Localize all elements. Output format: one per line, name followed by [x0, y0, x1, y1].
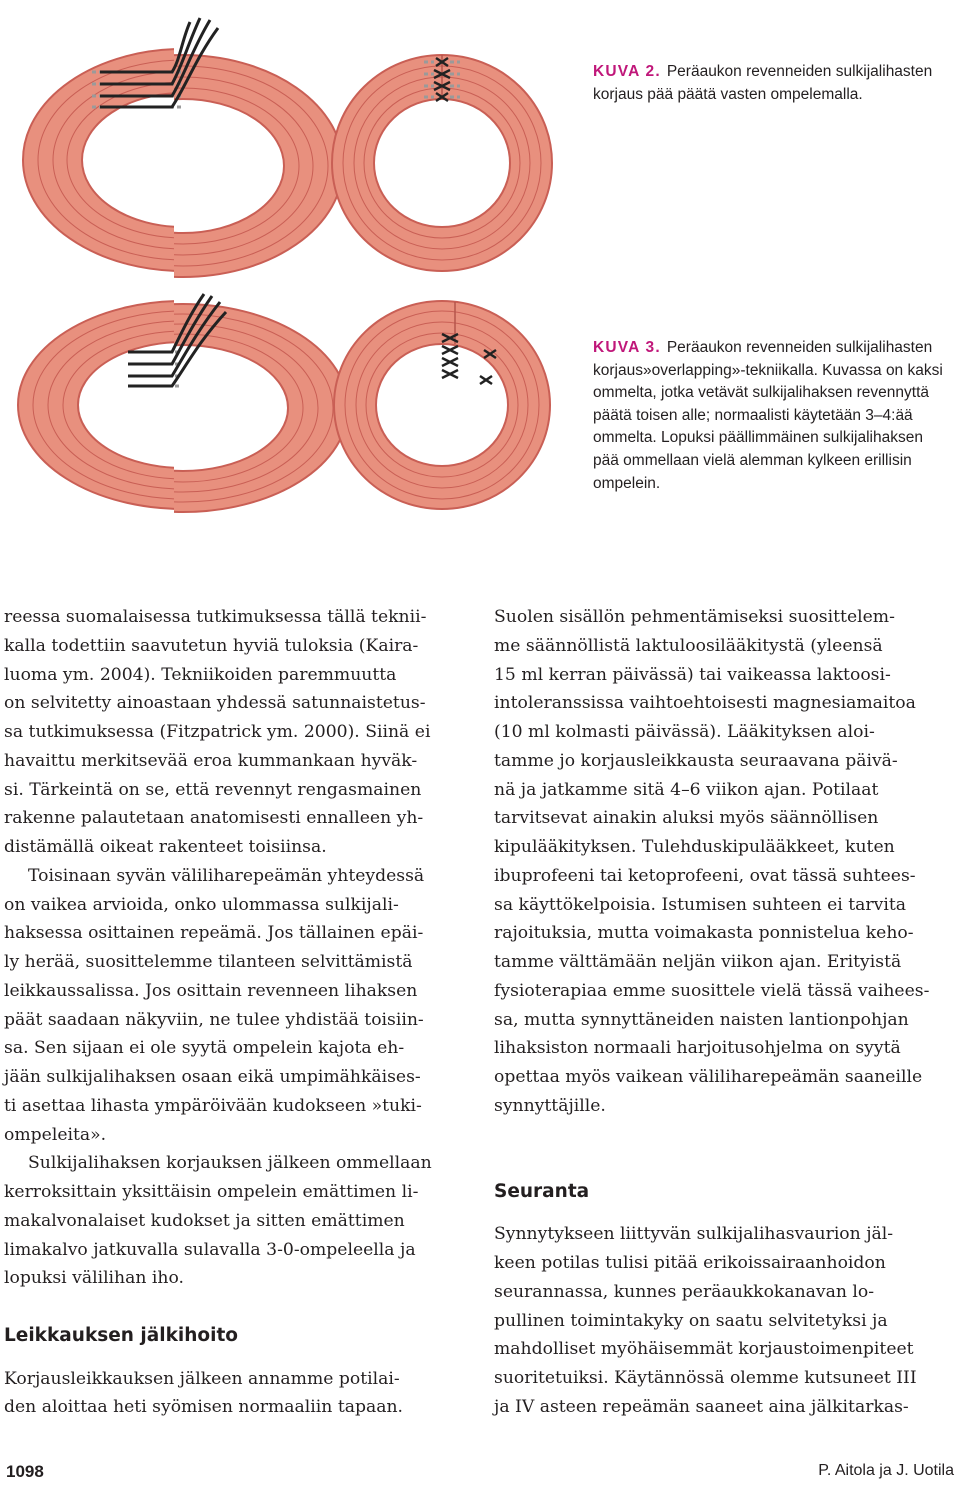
- figure-2-caption: [593, 61, 953, 106]
- text-line: Toisinaan syvän väliliharepeämän yhteydessä: [28, 865, 425, 886]
- right-column: [494, 603, 956, 1422]
- paragraph: [494, 1220, 956, 1421]
- paragraph: [4, 603, 466, 862]
- text-line: kerroksittain yksittäisin ompelein emättimen li-: [4, 1182, 419, 1202]
- spacer: [4, 1351, 466, 1365]
- spacer: [494, 1206, 956, 1220]
- text-line: sa tutkimuksessa (Fitzpatrick ym. 2000). Siinä ei: [4, 722, 431, 742]
- spacer: [494, 1121, 956, 1178]
- text-line: Korjausleikkauksen jälkeen annamme potilai-: [4, 1368, 400, 1389]
- text-line: haksessa osittainen repeämä. Jos tällainen epäi-: [4, 923, 424, 944]
- text-line: den aloittaa heti syömisen normaaliin tapaan.: [4, 1397, 404, 1418]
- text-line: distämällä oikeat rakenteet toisiinsa.: [4, 837, 327, 857]
- text-line: pullinen toimintakyky on saatu selvitetyksi ja: [494, 1310, 888, 1331]
- figure-3-illustration: [0, 280, 580, 520]
- right-muscle-ring: [334, 301, 550, 509]
- text-line: mahdolliset myöhäisemmät korjaustoimenpiteet: [494, 1339, 914, 1360]
- figure-3-caption: [593, 337, 953, 495]
- text-line: Suolen sisällön pehmentämiseksi suosittelem-: [494, 607, 895, 627]
- text-line: päät saadaan näkyviin, ne tulee yhdistää toisiin-: [4, 1009, 424, 1030]
- text-line: havaittu merkitsevää eroa kummankaan hyväk-: [4, 750, 418, 771]
- text-line: tamme välttämään neljän viikon ajan. Erityistä: [494, 952, 902, 972]
- text-line: tamme jo korjausleikkausta seuraavana päivä-: [494, 750, 898, 771]
- figure-2-illustration: [0, 0, 580, 290]
- text-line: sa, mutta synnyttäneiden naisten lantionpohjan: [494, 1009, 909, 1030]
- text-line: 15 ml kerran päivässä) tai vaikeassa laktoosi-: [494, 664, 891, 685]
- text-line: synnyttäjille.: [494, 1095, 606, 1116]
- left-column: [4, 603, 466, 1422]
- text-line: si. Tärkeintä on se, että revennyt rengasmainen: [4, 779, 422, 800]
- text-line: sa käyttökelpoisia. Istumisen suhteen ei tarvita: [494, 894, 906, 915]
- text-line: ibuprofeeni tai ketoprofeeni, ovat tässä suhtees-: [494, 865, 916, 886]
- paragraph: [4, 1365, 466, 1423]
- right-muscle-ring: [332, 55, 552, 271]
- text-line: reessa suomalaisessa tutkimuksessa tällä teknii-: [4, 607, 427, 627]
- figure-2-label: KUVA 2.: [593, 63, 661, 80]
- paragraph: [4, 1149, 466, 1293]
- text-line: ja IV asteen repeämän saaneet aina jälkitarkas-: [494, 1396, 909, 1417]
- running-footer-authors: P. Aitola ja J. Uotila: [818, 1462, 954, 1479]
- text-line: on selvitetty ainoastaan yhdessä satunnaistetus-: [4, 693, 426, 714]
- text-line: leikkaussalissa. Jos osittain revenneen lihaksen: [4, 980, 418, 1001]
- left-muscle-ring: [23, 18, 343, 277]
- text-line: opettaa myös vaikean väliliharepeämän saaneille: [494, 1067, 923, 1087]
- text-line: limakalvo jatkuvalla sulavalla 3-0-ompeleella ja: [4, 1239, 416, 1260]
- left-muscle-ring: [18, 294, 348, 512]
- text-line: keen potilas tulisi pitää erikoissairaanhoidon: [494, 1253, 886, 1273]
- figure-3-caption-text: Peräaukon revenneiden sulkijalihasten korjaus»overlapping»-tekniikalla. Kuvassa on kaksi ommelta, jotka vetävät sulkijalihaksen revennyttä päätä toisen alle; normaalisti käytetään 3–4:ää ommelta. Lopuksi päällimmäinen sulkijalihaksen pää ommellaan vielä alemman kylkeen erillisin ompelein.: [593, 339, 943, 492]
- text-line: luoma ym. 2004). Tekniikoiden paremmuutta: [4, 664, 397, 685]
- section-heading: Leikkauksen jälkihoito: [4, 1324, 238, 1346]
- text-line: rajoituksia, mutta voimakasta ponnistelua keho-: [494, 923, 914, 944]
- text-line: on vaikea arvioida, onko ulommassa sulkijali-: [4, 894, 399, 915]
- text-line: tarvitsevat ainakin aluksi myös säännöllisen: [494, 808, 879, 829]
- section-heading: Seuranta: [494, 1180, 590, 1202]
- paragraph: [494, 603, 956, 1121]
- text-line: me säännöllistä laktuloosilääkitystä (yleensä: [494, 635, 883, 656]
- text-line: makalvonalaiset kudokset ja sitten emättimen: [4, 1210, 405, 1231]
- figure-3-label: KUVA 3.: [593, 339, 661, 356]
- text-line: lopuksi välilihan iho.: [4, 1268, 184, 1289]
- figure-2-caption-text: Peräaukon revenneiden sulkijalihasten korjaus pää päätä vasten ompelemalla.: [593, 63, 933, 103]
- text-line: ly herää, suosittelemme tilanteen selvittämistä: [4, 952, 413, 972]
- text-line: nä ja jatkamme sitä 4–6 viikon ajan. Potilaat: [494, 779, 879, 800]
- spacer: [4, 1293, 466, 1322]
- text-line: rakenne palautetaan anatomisesti ennalleen yh-: [4, 808, 424, 829]
- page-number: 1098: [6, 1462, 44, 1481]
- text-line: (10 ml kolmasti päivässä). Lääkityksen aloi-: [494, 722, 875, 742]
- text-line: Synnytykseen liittyvän sulkijalihasvaurion jäl-: [494, 1224, 894, 1245]
- text-line: seurannassa, kunnes peräaukkokanavan lo-: [494, 1281, 875, 1302]
- text-line: fysioterapiaa emme suosittele vielä tässä vaihees-: [494, 980, 930, 1001]
- text-line: Sulkijalihaksen korjauksen jälkeen ommellaan: [28, 1153, 432, 1174]
- text-line: lihaksiston normaali harjoitusohjelma on syytä: [494, 1038, 901, 1059]
- text-line: suoritetuiksi. Käytännössä olemme kutsuneet III: [494, 1368, 917, 1388]
- text-line: sa. Sen sijaan ei ole syytä ompelein kajota eh-: [4, 1038, 405, 1059]
- text-line: kalla todettiin saavutetun hyviä tuloksia (Kaira-: [4, 635, 419, 656]
- text-line: kipulääkityksen. Tulehduskipulääkkeet, kuten: [494, 837, 895, 857]
- text-line: jään sulkijalihaksen osaan eikä umpimähkäises-: [4, 1067, 421, 1087]
- paragraph: [4, 862, 466, 1150]
- text-line: ompeleita».: [4, 1124, 107, 1145]
- text-line: intoleranssissa vaihtoehtoisesti magnesiamaitoa: [494, 693, 916, 714]
- text-line: ti asettaa lihasta ympäröivään kudokseen »tuki-: [4, 1095, 422, 1116]
